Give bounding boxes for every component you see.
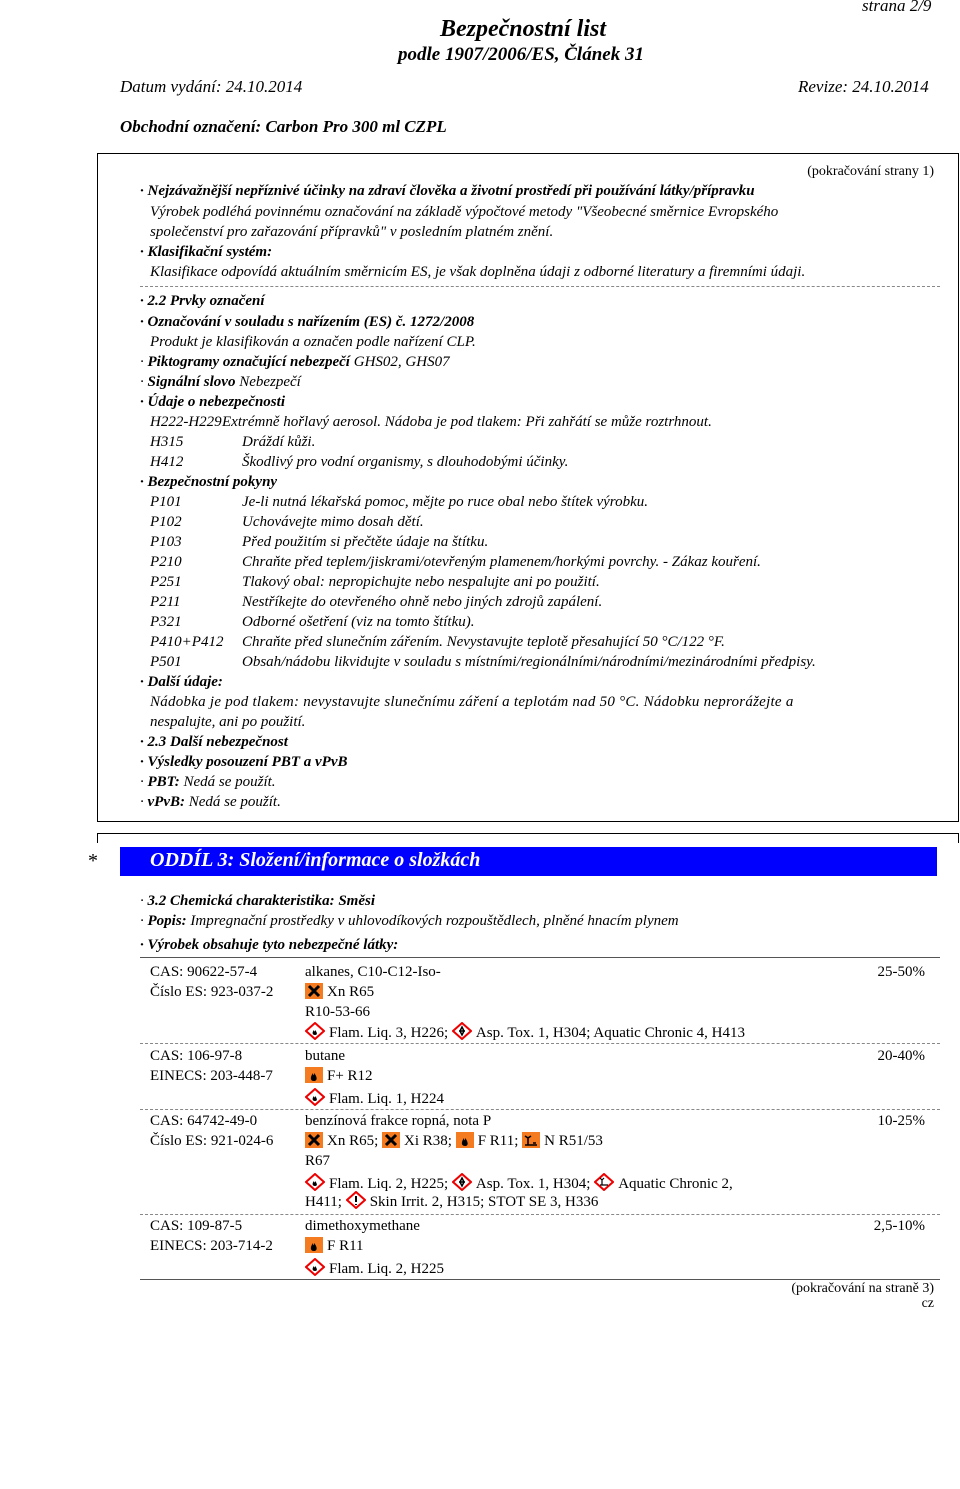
pbt-heading: · Výsledky posouzení PBT a vPvB: [140, 754, 348, 770]
precaution-text: Chraňte před slunečním zářením. Nevystavujte teplotě přesahující 50 °C/122 °F.: [242, 634, 725, 650]
signal-word-row: · Signální slovo Nebezpečí: [140, 374, 301, 390]
hazard-code: H315: [150, 434, 184, 450]
precaution-text: Před použitím si přečtěte údaje na štítku.: [242, 534, 489, 550]
hazard-text: Škodlivý pro vodní organismy, s dlouhodobými účinky.: [242, 454, 569, 470]
concentration: 20-40%: [877, 1048, 925, 1064]
separator: [140, 286, 940, 287]
precaution-code: P101: [150, 494, 182, 510]
precaution-code: P103: [150, 534, 182, 550]
dsd-classification: F+ R12: [305, 1066, 373, 1089]
regulation-subtitle: podle 1907/2006/ES, Článek 31: [398, 44, 644, 65]
flammable-icon: [305, 1237, 323, 1259]
flame-pictogram-icon: [305, 1088, 325, 1112]
table-top-rule: [140, 957, 940, 958]
hazard-code: H412: [150, 454, 184, 470]
precaution-code: P410+P412: [150, 634, 224, 650]
table-bottom-rule: [140, 1279, 940, 1280]
precaution-code: P210: [150, 554, 182, 570]
table-row-separator: [140, 1109, 940, 1110]
hazard-code: H222-H229: [150, 414, 222, 430]
effects-text-2: společenství pro zařazování přípravků" v posledním platném znění.: [150, 224, 554, 240]
exclamation-pictogram-icon: [346, 1191, 366, 1215]
issue-date: Datum vydání: 24.10.2014: [120, 77, 303, 96]
hazard-statements-heading: · Údaje o nebezpečnosti: [140, 394, 285, 410]
precaution-text: Je-li nutná lékařská pomoc, mějte po ruce obal nebo štítek výrobku.: [242, 494, 648, 510]
precaution-text: Obsah/nádobu likvidujte v souladu s místními/regionálními/národními/mezinárodními předpisy.: [242, 654, 816, 670]
substance-name: butane: [305, 1048, 345, 1064]
precautions-heading: · Bezpečnostní pokyny: [140, 474, 278, 490]
effects-heading: · Nejzávažnější nepříznivé účinky na zdraví člověka a životní prostředí při používání látky/přípravku: [140, 183, 755, 199]
other-info-text-2: nespalujte, ani po použití.: [150, 714, 306, 730]
effects-text-1: Výrobek podléhá povinnému označování na základě výpočtové metody "Všeobecné směrnice Evropského: [150, 204, 779, 220]
description-row: · Popis: Impregnační prostředky v uhlovodíkových rozpouštědlech, plněné hnacím plynem: [140, 913, 679, 929]
flame-pictogram-icon: [305, 1258, 325, 1282]
box-right-border: [958, 153, 959, 821]
cas-number: CAS: 109-87-5: [150, 1218, 243, 1234]
clp-classification: Flam. Liq. 3, H226; Asp. Tox. 1, H304; Aquatic Chronic 4, H413: [305, 1022, 745, 1046]
r-phrases: R67: [305, 1153, 331, 1169]
language-code: cz: [921, 1296, 934, 1311]
einecs-number: EINECS: 203-448-7: [150, 1068, 273, 1084]
precaution-code: P102: [150, 514, 182, 530]
other-info-text-1: Nádobka je pod tlakem: nevystavujte slunečnímu záření a teplotám nad 50 °C. Nádobku neprorážejte a: [150, 694, 794, 710]
clp-text: Produkt je klasifikován a označen podle nařízení CLP.: [150, 334, 476, 350]
hazard-text: Dráždí kůži.: [242, 434, 316, 450]
document-title: Bezpečnostní list: [440, 16, 607, 42]
substance-name: benzínová frakce ropná, nota P: [305, 1113, 492, 1129]
precaution-code: P211: [150, 594, 181, 610]
cas-number: CAS: 90622-57-4: [150, 964, 258, 980]
other-info-heading: · Další údaje:: [140, 674, 223, 690]
section-2-3-heading: · 2.3 Další nebezpečnost: [140, 734, 288, 750]
substance-name: dimethoxymethane: [305, 1218, 420, 1234]
dsd-classification: Xn R65: [305, 982, 374, 1005]
classification-text: Klasifikace odpovídá aktuálním směrnicím ES, je však doplněna údaji z odborné literatury a firemními údaji.: [150, 264, 806, 280]
pbt-row: · PBT: Nedá se použít.: [140, 774, 276, 790]
dsd-classification: F R11: [305, 1236, 364, 1259]
precaution-code: P501: [150, 654, 182, 670]
precaution-code: P321: [150, 614, 182, 630]
section-3-left-border: [97, 833, 98, 843]
irritant-x-icon: [382, 1132, 400, 1154]
concentration: 10-25%: [877, 1113, 925, 1129]
health-hazard-icon: [452, 1022, 472, 1046]
flammable-icon: [305, 1067, 323, 1089]
ec-number: Číslo ES: 921-024-6: [150, 1133, 274, 1149]
revision-date: Revize: 24.10.2014: [798, 77, 929, 96]
hazard-text: Extrémně hořlavý aerosol. Nádoba je pod tlakem: Při zahřátí se může roztrhnout.: [222, 414, 712, 430]
flame-pictogram-icon: [305, 1022, 325, 1046]
box-top-border: [97, 153, 959, 154]
continuation-to: (pokračování na straně 3): [791, 1281, 934, 1296]
substance-name: alkanes, C10-C12-Iso-: [305, 964, 441, 980]
precaution-text: Tlakový obal: nepropichujte nebo nespalujte ani po použití.: [242, 574, 600, 590]
chemical-characterization: · 3.2 Chemická charakteristika: Směsi: [140, 893, 376, 909]
flammable-icon: [456, 1132, 474, 1154]
einecs-number: EINECS: 203-714-2: [150, 1238, 273, 1254]
section-2-2-heading: · 2.2 Prvky označení: [140, 293, 265, 309]
dsd-classification: Xn R65; Xi R38; F R11; N R51/53: [305, 1131, 603, 1154]
continuation-from: (pokračování strany 1): [807, 164, 934, 179]
precaution-code: P251: [150, 574, 182, 590]
pictograms-row: · Piktogramy označující nebezpečí GHS02, GHS07: [140, 354, 450, 370]
box-bottom-border: [97, 821, 959, 822]
classification-label: · Klasifikační systém:: [140, 244, 273, 260]
clp-classification-cont: H411; Skin Irrit. 2, H315; STOT SE 3, H336: [305, 1191, 598, 1215]
clp-heading: · Označování v souladu s nařízením (ES) č. 1272/2008: [140, 314, 475, 330]
section-3-top-border: [97, 833, 959, 834]
precaution-text: Odborné ošetření (viz na tomto štítku).: [242, 614, 475, 630]
concentration: 2,5-10%: [873, 1218, 925, 1234]
precaution-text: Chraňte před teplem/jiskrami/otevřeným plamenem/horkými povrchy. - Zákaz kouření.: [242, 554, 761, 570]
r-phrases: R10-53-66: [305, 1004, 370, 1020]
clp-classification: Flam. Liq. 2, H225; Asp. Tox. 1, H304; Aquatic Chronic 2,: [305, 1173, 733, 1197]
environment-icon: [522, 1132, 540, 1154]
concentration: 25-50%: [877, 964, 925, 980]
section-3-right-border: [958, 833, 959, 843]
hazardous-substances-heading: · Výrobek obsahuje tyto nebezpečné látky:: [140, 937, 399, 953]
box-left-border: [97, 153, 98, 821]
vpvb-row: · vPvB: Nedá se použít.: [140, 794, 281, 810]
clp-classification: Flam. Liq. 1, H224: [305, 1088, 444, 1112]
clp-classification: Flam. Liq. 2, H225: [305, 1258, 444, 1282]
cas-number: CAS: 64742-49-0: [150, 1113, 258, 1129]
page-number: strana 2/9: [862, 0, 932, 15]
ec-number: Číslo ES: 923-037-2: [150, 984, 274, 1000]
precaution-text: Nestříkejte do otevřeného ohně nebo jiných zdrojů zapálení.: [242, 594, 603, 610]
revision-marker: *: [88, 850, 98, 872]
precaution-text: Uchovávejte mimo dosah dětí.: [242, 514, 424, 530]
cas-number: CAS: 106-97-8: [150, 1048, 243, 1064]
section-3-title: ODDÍL 3: Složení/informace o složkách: [150, 849, 481, 871]
trade-name: Obchodní označení: Carbon Pro 300 ml CZPL: [120, 117, 447, 136]
